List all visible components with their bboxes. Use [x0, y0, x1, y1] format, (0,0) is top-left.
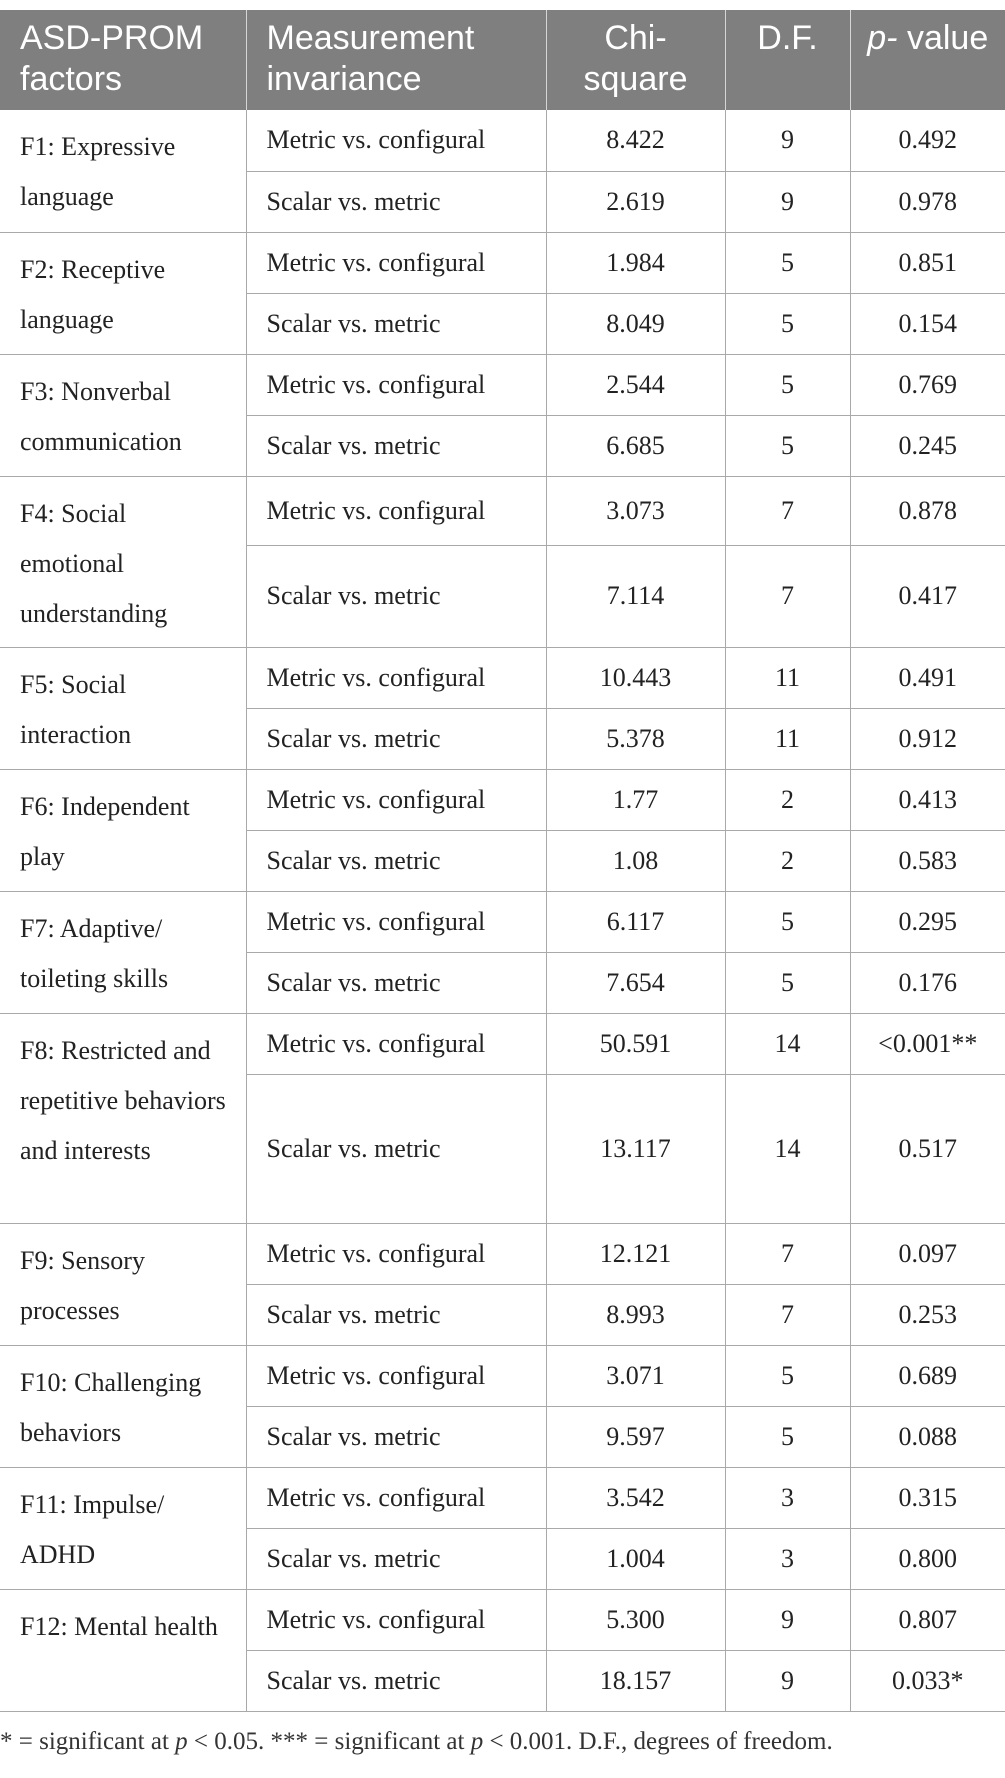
measurement-cell: Scalar vs. metric [246, 293, 546, 354]
chi-square-cell: 1.004 [546, 1528, 725, 1589]
df-cell: 9 [725, 1589, 850, 1650]
footnote-part1: * = significant at [0, 1728, 176, 1755]
p-value-cell: 0.878 [850, 476, 1005, 546]
df-cell: 7 [725, 1223, 850, 1284]
p-value-cell: 0.800 [850, 1528, 1005, 1589]
measurement-cell: Scalar vs. metric [246, 952, 546, 1013]
chi-square-cell: 1.77 [546, 769, 725, 830]
df-cell: 5 [725, 354, 850, 415]
p-value-cell: 0.245 [850, 415, 1005, 476]
df-cell: 7 [725, 546, 850, 647]
chi-square-cell: 7.114 [546, 546, 725, 647]
measurement-cell: Scalar vs. metric [246, 171, 546, 232]
measurement-cell: Metric vs. configural [246, 891, 546, 952]
table-footnote [0, 1728, 1005, 1756]
p-value-cell: 0.689 [850, 1345, 1005, 1406]
p-value-cell: 0.176 [850, 952, 1005, 1013]
p-value-cell: 0.583 [850, 830, 1005, 891]
factor-cell: F1: Expressive language [0, 110, 246, 232]
measurement-cell: Metric vs. configural [246, 1013, 546, 1074]
measurement-cell: Metric vs. configural [246, 1467, 546, 1528]
measurement-cell: Metric vs. configural [246, 110, 546, 171]
chi-square-cell: 13.117 [546, 1074, 725, 1223]
chi-square-cell: 1.08 [546, 830, 725, 891]
factor-cell: F3: Nonverbal communication [0, 354, 246, 476]
chi-square-cell: 12.121 [546, 1223, 725, 1284]
measurement-invariance-table [0, 10, 1005, 1712]
chi-square-cell: 3.073 [546, 476, 725, 546]
p-value-cell: 0.851 [850, 232, 1005, 293]
measurement-cell: Scalar vs. metric [246, 1406, 546, 1467]
p-value-cell: 0.517 [850, 1074, 1005, 1223]
table-row [0, 1589, 1005, 1650]
df-cell: 5 [725, 1406, 850, 1467]
chi-square-cell: 2.544 [546, 354, 725, 415]
df-cell: 3 [725, 1467, 850, 1528]
footnote-p2: p [470, 1728, 484, 1755]
p-value-cell: 0.978 [850, 171, 1005, 232]
measurement-cell: Metric vs. configural [246, 1223, 546, 1284]
table-header [0, 10, 1005, 110]
chi-square-cell: 9.597 [546, 1406, 725, 1467]
measurement-cell: Metric vs. configural [246, 354, 546, 415]
header-factors: ASD-PROM factors [0, 10, 246, 110]
df-cell: 5 [725, 232, 850, 293]
df-cell: 5 [725, 1345, 850, 1406]
header-value-text: value [906, 19, 989, 57]
chi-square-cell: 3.542 [546, 1467, 725, 1528]
p-value-cell: 0.807 [850, 1589, 1005, 1650]
df-cell: 7 [725, 476, 850, 546]
chi-square-cell: 50.591 [546, 1013, 725, 1074]
table-container [0, 10, 1005, 1712]
p-value-cell: 0.088 [850, 1406, 1005, 1467]
chi-square-cell: 6.685 [546, 415, 725, 476]
table-row [0, 232, 1005, 293]
df-cell: 2 [725, 830, 850, 891]
p-value-cell: 0.492 [850, 110, 1005, 171]
chi-square-cell: 8.049 [546, 293, 725, 354]
factor-cell: F6: Independent play [0, 769, 246, 891]
table-row [0, 1345, 1005, 1406]
measurement-cell: Metric vs. configural [246, 769, 546, 830]
p-value-cell: 0.417 [850, 546, 1005, 647]
df-cell: 9 [725, 171, 850, 232]
df-cell: 7 [725, 1284, 850, 1345]
df-cell: 5 [725, 415, 850, 476]
df-cell: 2 [725, 769, 850, 830]
footnote-p1: p [175, 1728, 188, 1755]
df-cell: 5 [725, 952, 850, 1013]
measurement-cell: Scalar vs. metric [246, 708, 546, 769]
chi-square-cell: 8.422 [546, 110, 725, 171]
measurement-cell: Scalar vs. metric [246, 1074, 546, 1223]
table-row [0, 891, 1005, 952]
factor-cell: F5: Social interaction [0, 647, 246, 769]
p-value-cell: 0.912 [850, 708, 1005, 769]
table-row [0, 1223, 1005, 1284]
factor-cell: F12: Mental health [0, 1589, 246, 1711]
p-value-cell: 0.769 [850, 354, 1005, 415]
measurement-cell: Scalar vs. metric [246, 1284, 546, 1345]
p-value-cell: 0.033* [850, 1650, 1005, 1711]
measurement-cell: Scalar vs. metric [246, 415, 546, 476]
header-chi-square: Chi-square [546, 10, 725, 110]
p-value-cell: 0.295 [850, 891, 1005, 952]
factor-cell: F2: Receptive language [0, 232, 246, 354]
chi-square-cell: 3.071 [546, 1345, 725, 1406]
table-row [0, 354, 1005, 415]
header-df: D.F. [725, 10, 850, 110]
header-p-value [850, 10, 1005, 110]
measurement-cell: Metric vs. configural [246, 232, 546, 293]
table-row [0, 476, 1005, 546]
df-cell: 14 [725, 1013, 850, 1074]
df-cell: 5 [725, 891, 850, 952]
header-p-italic: p- [867, 19, 898, 57]
measurement-cell: Scalar vs. metric [246, 1528, 546, 1589]
footnote-part2: < 0.05. *** = significant at [187, 1728, 471, 1755]
factor-cell: F8: Restricted and repetitive behaviors and interests [0, 1013, 246, 1223]
df-cell: 3 [725, 1528, 850, 1589]
table-row [0, 647, 1005, 708]
table-row [0, 1013, 1005, 1074]
factor-cell: F11: Impulse/ ADHD [0, 1467, 246, 1589]
footnote-part3: < 0.001. D.F., degrees of freedom. [483, 1728, 833, 1755]
factor-cell: F9: Sensory processes [0, 1223, 246, 1345]
df-cell: 5 [725, 293, 850, 354]
df-cell: 11 [725, 708, 850, 769]
df-cell: 9 [725, 1650, 850, 1711]
factor-cell: F10: Challenging behaviors [0, 1345, 246, 1467]
chi-square-cell: 6.117 [546, 891, 725, 952]
chi-square-cell: 7.654 [546, 952, 725, 1013]
header-measurement-invariance: Measurement invariance [246, 10, 546, 110]
chi-square-cell: 1.984 [546, 232, 725, 293]
chi-square-cell: 2.619 [546, 171, 725, 232]
table-row [0, 1467, 1005, 1528]
measurement-cell: Metric vs. configural [246, 1589, 546, 1650]
chi-square-cell: 10.443 [546, 647, 725, 708]
factor-cell: F4: Social emotional understanding [0, 476, 246, 647]
p-value-cell: 0.413 [850, 769, 1005, 830]
p-value-cell: <0.001** [850, 1013, 1005, 1074]
chi-square-cell: 5.300 [546, 1589, 725, 1650]
p-value-cell: 0.097 [850, 1223, 1005, 1284]
measurement-cell: Metric vs. configural [246, 1345, 546, 1406]
df-cell: 14 [725, 1074, 850, 1223]
p-value-cell: 0.491 [850, 647, 1005, 708]
measurement-cell: Scalar vs. metric [246, 546, 546, 647]
measurement-cell: Scalar vs. metric [246, 830, 546, 891]
measurement-cell: Metric vs. configural [246, 476, 546, 546]
measurement-cell: Metric vs. configural [246, 647, 546, 708]
df-cell: 11 [725, 647, 850, 708]
table-row [0, 110, 1005, 171]
df-cell: 9 [725, 110, 850, 171]
table-body [0, 110, 1005, 1711]
p-value-cell: 0.154 [850, 293, 1005, 354]
chi-square-cell: 5.378 [546, 708, 725, 769]
table-row [0, 769, 1005, 830]
chi-square-cell: 18.157 [546, 1650, 725, 1711]
p-value-cell: 0.315 [850, 1467, 1005, 1528]
header-row [0, 10, 1005, 110]
chi-square-cell: 8.993 [546, 1284, 725, 1345]
p-value-cell: 0.253 [850, 1284, 1005, 1345]
measurement-cell: Scalar vs. metric [246, 1650, 546, 1711]
factor-cell: F7: Adaptive/ toileting skills [0, 891, 246, 1013]
